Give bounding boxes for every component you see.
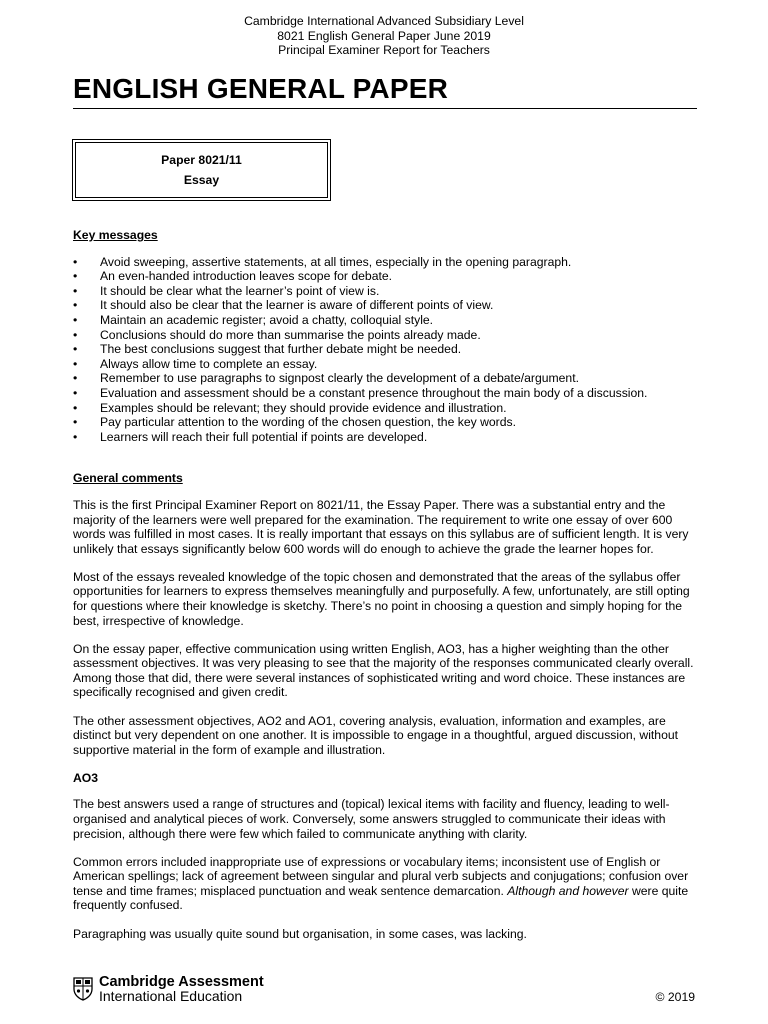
paper-box — [72, 139, 331, 201]
logo-line-1: Cambridge Assessment — [99, 974, 264, 990]
list-item: • It should be clear what the learner’s point of view is. — [73, 284, 699, 299]
ao3-heading: AO3 — [73, 770, 99, 785]
list-item: • Learners will reach their full potential if points are developed. — [73, 430, 699, 445]
list-item: • An even-handed introduction leaves scope for debate. — [73, 269, 699, 284]
paragraph: This is the first Principal Examiner Report on 8021/11, the Essay Paper. There was a substantial entry and the majority of the learners were well prepared for the examination. The requirement to write one essay of over 600 words was fulfilled in most cases. It is really important that essays on this syllabus are of sufficient length. It is very unlikely that essays significantly below 600 words will do enough to achieve the grade the learner hopes for. — [73, 497, 689, 556]
header-line-1: Cambridge International Advanced Subsidiary Level — [244, 14, 524, 28]
list-item: • Evaluation and assessment should be a constant presence throughout the main body of a discussion. — [73, 386, 699, 401]
general-comments-heading: General comments — [73, 471, 183, 486]
report-header — [0, 14, 768, 58]
copyright-notice: © 2019 — [655, 990, 695, 1004]
logo-line-2: International Education — [99, 988, 243, 1004]
paragraph: On the essay paper, effective communication using written English, AO3, has a higher weighting than the other assessment objectives. It was very pleasing to see that the majority of the responses communicated clearly overall. Among those that did, there were several instances of sophisticated writing and word choice. These instances are specifically recognised and given credit. — [73, 641, 694, 700]
header-line-2: 8021 English General Paper June 2019 — [277, 28, 491, 43]
paragraph — [73, 855, 699, 913]
paragraph: Most of the essays revealed knowledge of the topic chosen and demonstrated that the areas of the syllabus offer opportunities for learners to express themselves meaningfully and purposefully. A few, unfortunately, are still opting for questions where their knowledge is sketchy. There’s no point in choosing a question and simply hoping for the best, irrespective of knowledge. — [73, 569, 690, 628]
paragraph: The other assessment objectives, AO2 and AO1, covering analysis, evaluation, information and examples, are distinct but very dependent on one another. It is impossible to engage in a thoughtful, argued discussion, without supportive material in the form of example and illustration. — [73, 713, 679, 757]
paragraph-text: Common errors included inappropriate use of expressions or vocabulary items; inconsistent use of English or American spellings; lack of agreement between singular and plural verb subjects and conjugations; confusion over tense and time frames; misplaced punctuation and weak sentence demarcation. — [73, 854, 689, 898]
list-item: • Remember to use paragraphs to signpost clearly the development of a debate/argument. — [73, 371, 699, 386]
list-item: • Avoid sweeping, assertive statements, at all times, especially in the opening paragraph. — [73, 255, 699, 270]
list-item: • The best conclusions suggest that further debate might be needed. — [73, 342, 699, 357]
cambridge-logo — [73, 975, 264, 1003]
crest-icon — [73, 977, 93, 1001]
list-item: • Conclusions should do more than summarise the points already made. — [73, 328, 699, 343]
paragraph: The best answers used a range of structures and (topical) lexical items with facility and fluency, leading to well-organised and analytical pieces of work. Conversely, some answers struggled to communicate their ideas with precision, although there were few which failed to communicate anything with clarity. — [73, 797, 670, 841]
report-body — [73, 228, 699, 955]
key-messages-heading: Key messages — [73, 228, 158, 242]
list-item: • It should also be clear that the learner is aware of different points of view. — [73, 298, 699, 313]
paragraph-text: were quite frequently confused. — [73, 883, 689, 913]
paper-type: Essay — [183, 173, 220, 187]
paragraph: Paragraphing was usually quite sound but organisation, in some cases, was lacking. — [73, 926, 527, 941]
italic-text: Although and however — [507, 883, 629, 898]
key-messages-list — [73, 255, 699, 445]
list-item: • Pay particular attention to the wording of the chosen question, the key words. — [73, 415, 699, 430]
list-item: • Always allow time to complete an essay. — [73, 357, 699, 372]
paper-number: Paper 8021/11 — [161, 153, 242, 167]
header-line-3: Principal Examiner Report for Teachers — [278, 43, 490, 57]
document-title: ENGLISH GENERAL PAPER — [73, 72, 697, 109]
list-item: • Maintain an academic register; avoid a chatty, colloquial style. — [73, 313, 699, 328]
list-item: • Examples should be relevant; they should provide evidence and illustration. — [73, 401, 699, 416]
